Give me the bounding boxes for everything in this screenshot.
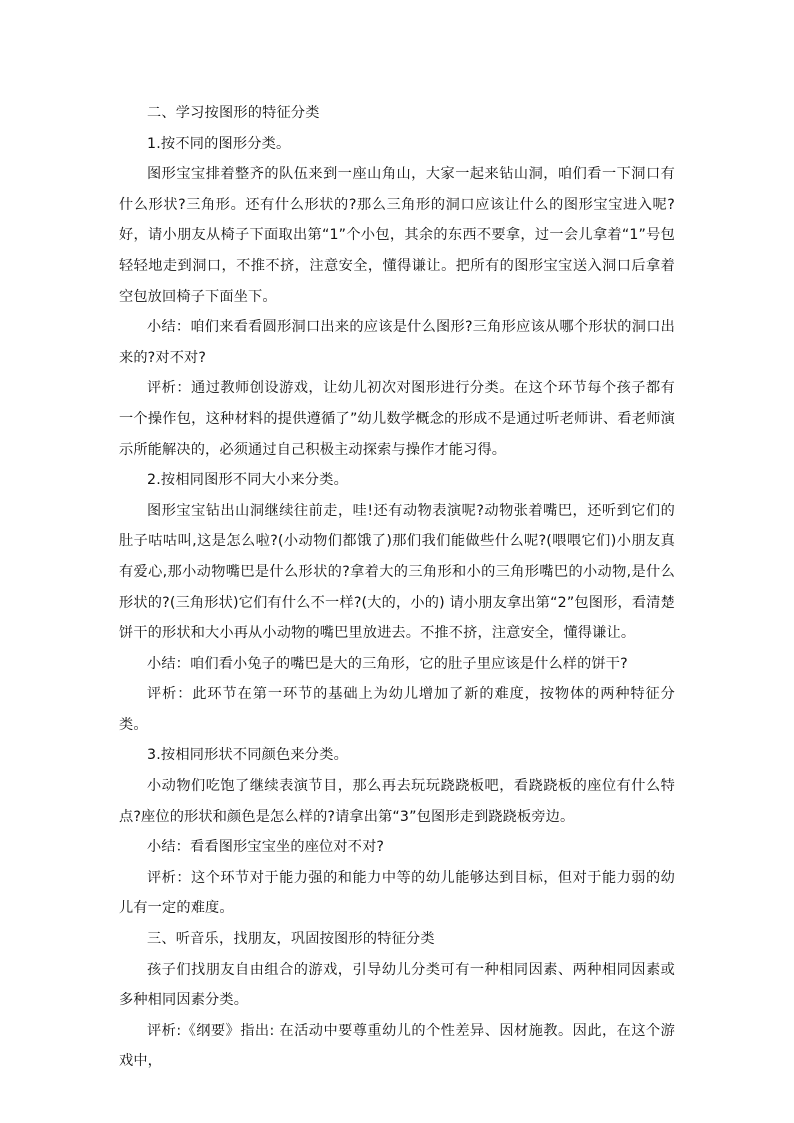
paragraph-cave-activity: 图形宝宝排着整齐的队伍来到一座山角山，大家一起来钻山洞，咱们看一下洞口有什么形状?三角形。还有什么形状的?那么三角形的洞口应该让什么的图形宝宝进入呢?好，请小朋友从椅子下面取出第“1”个小包，其余的东西不要拿，过一会儿拿着“1”号包轻轻地走到洞口，不推不挤，注意安全，懂得谦让。把所有的图形宝宝送入洞口后拿着空包放回椅子下面坐下。: [119, 166, 675, 305]
section-heading-2: 二、学习按图形的特征分类: [147, 105, 320, 121]
paragraph-analysis-4: 评析:《纲要》指出: 在活动中要尊重幼儿的个性差异、因材施教。因此，在这个游戏中，: [119, 1022, 675, 1070]
section-heading-3: 三、听音乐，找朋友，巩固按图形的特征分类: [147, 931, 435, 948]
paragraph-analysis-3: 评析：这个环节对于能力强的和能力中等的幼儿能够达到目标，但对于能力弱的幼儿有一定的难度。: [119, 869, 675, 917]
paragraph-seesaw: 小动物们吃饱了继续表演节目，那么再去玩玩跷跷板吧，看跷跷板的座位有什么特点?座位的形状和颜色是怎么样的?请拿出第“3”包图形走到跷跷板旁边。: [119, 778, 675, 825]
subheading-3: 3.按相同形状不同颜色来分类。: [147, 747, 348, 764]
paragraph-analysis-2: 评析：此环节在第一环节的基础上为幼儿增加了新的难度，按物体的两种特征分类。: [119, 686, 675, 733]
subheading-1: 1.按不同的图形分类。: [147, 135, 291, 152]
document-page: [119, 98, 675, 1077]
paragraph-summary-2: 小结：咱们看小兔子的嘴巴是大的三角形，它的肚子里应该是什么样的饼干?: [147, 655, 628, 672]
paragraph-analysis-1: 评析：通过教师创设游戏，让幼儿初次对图形进行分类。在这个环节每个孩子都有一个操作包，这种材料的提供遵循了”幼儿数学概念的形成不是通过听老师讲、看老师演示所能解决的，必须通过自己积极主动探索与操作才能习得。: [119, 380, 675, 458]
paragraph-find-friends: 孩子们找朋友自由组合的游戏，引导幼儿分类可有一种相同因素、两种相同因素或多种相同因素分类。: [119, 961, 675, 1009]
paragraph-summary-3: 小结：看看图形宝宝坐的座位对不对?: [147, 839, 385, 856]
paragraph-summary-1: 小结：咱们来看看圆形洞口出来的应该是什么图形?三角形应该从哪个形状的洞口出来的?对不对?: [119, 319, 675, 366]
paragraph-animal-feeding: 图形宝宝钻出山洞继续往前走，哇!还有动物表演呢?动物张着嘴巴，还听到它们的肚子咕咕叫,这是怎么啦?(小动物们都饿了)那们我们能做些什么呢?(喂喂它们)小朋友真有爱心,那小动物嘴巴是什么形状的?拿着大的三角形和小的三角形嘴巴的小动物,是什么形状的?(三角形状)它们有什么不一样?(大的，小的) 请小朋友拿出第“2”包图形，看清楚饼干的形状和大小再从小动物的嘴巴里放进去。不推不挤，注意安全，懂得谦让。: [119, 502, 675, 642]
subheading-2: 2.按相同图形不同大小来分类。: [147, 472, 348, 489]
